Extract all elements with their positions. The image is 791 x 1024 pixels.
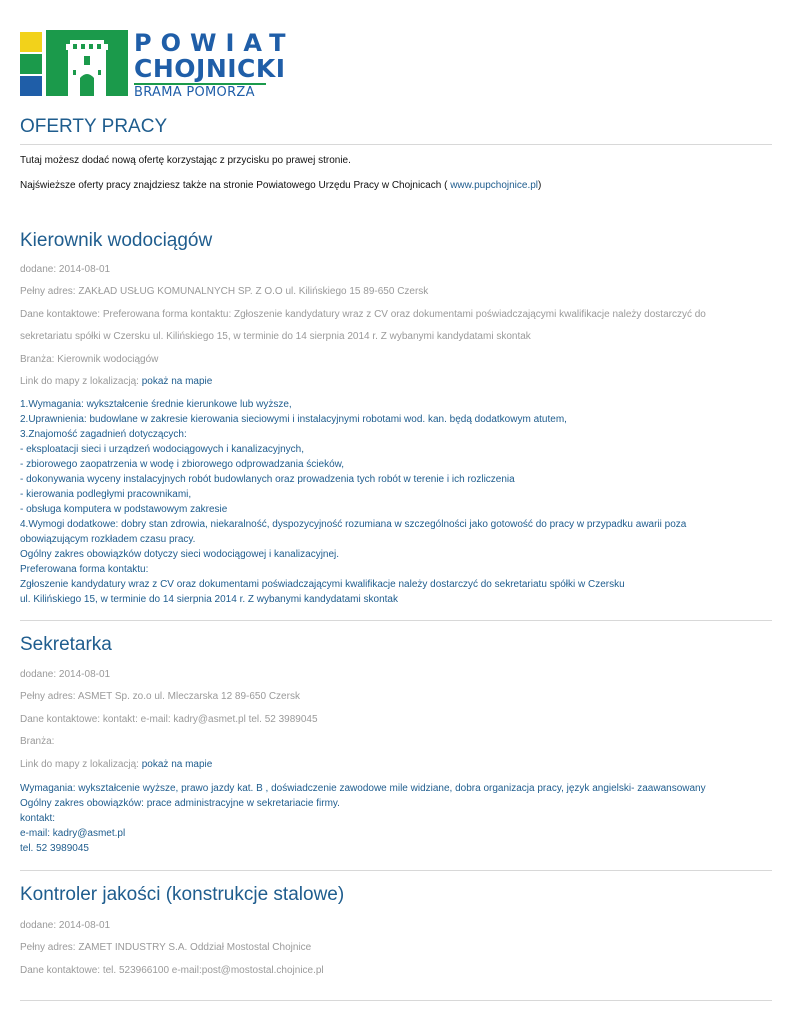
- offer-map-row: [20, 376, 212, 387]
- description-line: obowiązującym rozkładem czasu pracy.: [20, 534, 196, 545]
- description-line: e-mail: kadry@asmet.pl: [20, 828, 126, 839]
- offer-address: Pełny adres: ASMET Sp. zo.o ul. Mleczarska 12 89-650 Czersk: [20, 691, 300, 702]
- logo-line-brama: BRAMA POMORZA: [134, 85, 255, 100]
- description-line: tel. 52 3989045: [20, 843, 89, 854]
- description-line: 4.Wymogi dodatkowe: dobry stan zdrowia, niekaralność, dyspozycyjność rozumiana w szczególności jako gotowość do pracy w przypadku awarii poza: [20, 519, 687, 530]
- offer-title[interactable]: Sekretarka: [20, 634, 112, 655]
- offer-contact-continued: sekretariatu spółki w Czersku ul. Kilińskiego 15, w terminie do 14 sierpnia 2014 r. Z wybanymi kandydatami skontak: [20, 331, 531, 342]
- offer-contact: Dane kontaktowe: tel. 523966100 e-mail:post@mostostal.chojnice.pl: [20, 965, 324, 976]
- offer-divider: [20, 1000, 772, 1001]
- description-line: - zbiorowego zaopatrzenia w wodę i zbiorowego odprowadzania ścieków,: [20, 459, 345, 470]
- description-line: 1.Wymagania: wykształcenie średnie kierunkowe lub wyższe,: [20, 399, 292, 410]
- description-line: Wymagania: wykształcenie wyższe, prawo jazdy kat. B , doświadczenie zawodowe mile widziane, dobra organizacja pracy, język angielski- zaawansowany: [20, 783, 706, 794]
- description-line: kontakt:: [20, 813, 56, 824]
- map-label: Link do mapy z lokalizacją:: [20, 376, 139, 387]
- powiat-chojnicki-logo[interactable]: [20, 29, 295, 100]
- description-line: Zgłoszenie kandydatury wraz z CV oraz dokumentami poświadczającymi kwalifikacje należy dostarczyć do sekretariatu spółki w Czersku: [20, 579, 625, 590]
- description-line: - dokonywania wyceny instalacyjnych robót budowlanych oraz prowadzenia tych robót w terenie i ich rozliczenia: [20, 474, 515, 485]
- offer-date: dodane: 2014-08-01: [20, 920, 111, 931]
- offer-description: [20, 397, 760, 607]
- description-line: Preferowana forma kontaktu:: [20, 564, 149, 575]
- offer-branch: Branża: Kierownik wodociągów: [20, 354, 159, 365]
- offer-date: dodane: 2014-08-01: [20, 264, 111, 275]
- intro-text-add-offer: Tutaj możesz dodać nową ofertę korzystając z przycisku po prawej stronie.: [20, 155, 351, 166]
- description-line: ul. Kilińskiego 15, w terminie do 14 sierpnia 2014 r. Z wybanymi kandydatami skontak: [20, 594, 398, 605]
- offer-contact: Dane kontaktowe: kontakt: e-mail: kadry@asmet.pl tel. 52 3989045: [20, 714, 318, 725]
- offer-title[interactable]: Kierownik wodociągów: [20, 230, 213, 251]
- intro-pup-text: Najświeższe oferty pracy znajdziesz także na stronie Powiatowego Urzędu Pracy w Chojnicach (: [20, 180, 448, 191]
- logo-text: [134, 30, 294, 100]
- offer-address: Pełny adres: ZAKŁAD USŁUG KOMUNALNYCH SP. Z O.O ul. Kilińskiego 15 89-650 Czersk: [20, 286, 429, 297]
- description-line: Ogólny zakres obowiązków dotyczy sieci wodociągowej i kanalizacyjnej.: [20, 549, 340, 560]
- offer-divider: [20, 870, 772, 871]
- intro-pup-close: ): [538, 180, 542, 191]
- page-title: OFERTY PRACY: [20, 116, 168, 137]
- tower-icon: [46, 30, 128, 96]
- intro-text-pup: [20, 180, 541, 191]
- offer-map-row: [20, 759, 212, 770]
- offer-divider: [20, 620, 772, 621]
- map-label: Link do mapy z lokalizacją:: [20, 759, 139, 770]
- description-line: - eksploatacji sieci i urządzeń wodociągowych i kanalizacyjnych,: [20, 444, 305, 455]
- logo-line-powiat: POWIAT: [134, 29, 295, 57]
- logo-line-chojnicki: CHOJNICKI: [134, 54, 286, 83]
- title-divider: [20, 144, 772, 145]
- pup-chojnice-link[interactable]: www.pupchojnice.pl: [450, 180, 539, 191]
- description-line: - obsługa komputera w podstawowym zakresie: [20, 504, 228, 515]
- show-on-map-link[interactable]: pokaż na mapie: [141, 759, 213, 770]
- offer-contact: Dane kontaktowe: Preferowana forma kontaktu: Zgłoszenie kandydatury wraz z CV oraz dokumentami poświadczającymi kwalifikacje należy dostarczyć do: [20, 309, 706, 320]
- offer-description: [20, 781, 760, 856]
- description-line: 3.Znajomość zagadnień dotyczących:: [20, 429, 187, 440]
- offer-date: dodane: 2014-08-01: [20, 669, 111, 680]
- show-on-map-link[interactable]: pokaż na mapie: [141, 376, 213, 387]
- description-line: Ogólny zakres obowiązków: prace administracyjne w sekretariacie firmy.: [20, 798, 340, 809]
- description-line: - kierowania podległymi pracownikami,: [20, 489, 192, 500]
- offer-address: Pełny adres: ZAMET INDUSTRY S.A. Oddział Mostostal Chojnice: [20, 942, 312, 953]
- offer-branch: Branża:: [20, 736, 55, 747]
- description-line: 2.Uprawnienia: budowlane w zakresie kierowania sieciowymi i instalacyjnymi robotami wod. kan. będą dodatkowym atutem,: [20, 414, 567, 425]
- offer-title[interactable]: Kontroler jakości (konstrukcje stalowe): [20, 884, 345, 905]
- logo-color-bars: [20, 32, 42, 94]
